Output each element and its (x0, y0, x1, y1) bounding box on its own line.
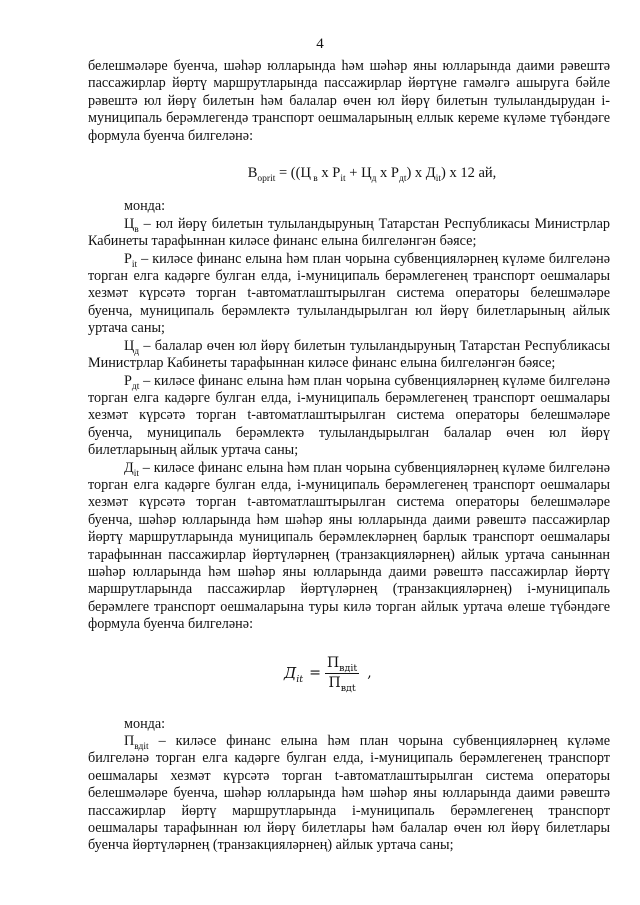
denominator-sub: вдt (340, 682, 356, 694)
page-number: 4 (316, 36, 324, 52)
formula-lhs-sub: oprit (257, 173, 276, 184)
definition-symbol: Ц (124, 337, 135, 354)
definition-symbol-sub: в (134, 224, 139, 235)
numerator-symbol: П (326, 654, 340, 671)
definition-text: – киләсе финанс елына һәм план чорына субвенцияләрнең күләме билгеләнә торган елга кадәрге булган елда, i-муниципаль берәмлегенең транспорт оешмалары хезмәт күрсәтә торган t-автоматлаштырылган система операторы белешмәләре буенча, шәһәр юлларында һәм шәһәр яны юлларында даими рәвештә пассажирлар йөртү маршрутларында муниципаль берәмлекләрнең барлык транспорт оешмалары тарафыннан пассажирлар йөртүләрнең (транзакцияләрнең) айлык уртача саныннан шәһәр юлларында һәм шәһәр яны юлларында даими рәвештә пассажирлар йөртү маршрутларында пассажирлар йөртүләрнең (транзакцияләрнең) i-муниципаль берәмлеге транспорт оешмаларына туры килә торган айлык уртача өлеше түбәндәге формула буенча билгеләнә: (88, 459, 610, 633)
definition-text: – балалар өчен юл йөрү билетын тулыландыруның Татарстан Республикасы Министрлар Кабинеты тарафыннан киләсе финанс елына билгеләнгән бәясе; (88, 337, 610, 372)
fraction-denominator (326, 674, 357, 692)
formula-sub: дt (398, 173, 407, 184)
definition-symbol-sub: д (134, 346, 140, 357)
definition-dit (88, 460, 610, 634)
share-formula-lhs (284, 663, 304, 685)
formula-part: x P (317, 165, 341, 182)
formula-sub: it (340, 173, 346, 184)
definition-tsv (88, 216, 610, 251)
definition-symbol: P (124, 250, 132, 267)
formula-part: x P (376, 165, 399, 182)
intro-paragraph: белешмәләре буенча, шәһәр юлларында һәм шәһәр яны юлларында даими рәвештә пассажирлар йөртү маршрутларында пассажирлар йөртүне гамәлгә ашыруга бәйле рәвештә юл йөрү билетын һәм балалар өчен юл йөрү билетын тулыландырудан i-муниципаль берәмлегендә транспорт оешмаларының еллык кереме күләме түбәндәге формула буенча билгеләнә: (88, 58, 610, 144)
definition-pvdit (88, 733, 610, 855)
fraction (325, 655, 359, 693)
definition-symbol: P (124, 372, 132, 389)
definition-text: – киләсе финанс елына һәм план чорына субвенцияләрнең күләме билгеләнә торган елга кадәрге булган елда, i-муниципаль берәмлегенең транспорт оешмалары хезмәт күрсәтә торган t-автоматлаштырылган система операторы белешмәләре буенча, муниципаль берәмлектә тулыландырылган юл йөрү билетларының айлык уртача саны; (88, 250, 610, 337)
definition-tsd (88, 338, 610, 373)
formula-comma: , (367, 664, 372, 681)
where-label: монда: (124, 198, 166, 215)
page-content (88, 58, 610, 855)
income-formula (88, 165, 610, 182)
numerator-sub: вдit (339, 662, 358, 674)
where-label: монда: (124, 715, 166, 732)
formula-part: ) x Д (406, 165, 436, 182)
equals-sign: = (309, 664, 321, 681)
share-formula-body (284, 646, 372, 702)
fraction-numerator (325, 655, 359, 673)
formula-sub: д (371, 173, 377, 184)
definition-text: – киләсе финанс елына һәм план чорына субвенцияләрнең күләме билгеләнә торган елга кадәрге булган елда, i-муниципаль берәмлегенең транспорт оешмалары хезмәт күрсәтә торган t-автоматлаштырылган система операторы белешмәләре буенча, шәһәр юлларында һәм шәһәр яны юлларында даими рәвештә пассажирлар йөртү маршрутларында i-муниципаль берәмлегенең транспорт оешмалары тарафыннан юл йөрү билетлары һәм балалар өчен юл йөрү билетлары буенча йөртүләрнең (транзакцияләрнең) айлык уртача саны; (88, 733, 610, 854)
definition-text: – киләсе финанс елына һәм план чорына субвенцияләрнең күләме билгеләнә торган елга кадәрге булган елда, i-муниципаль берәмлегенең транспорт оешмалары хезмәт күрсәтә торган t-автоматлаштырылган система операторы белешмәләре буенча, муниципаль берәмлектә тулыландырылган балалар өчен юл йөрү билетларының айлык уртача саны; (88, 372, 610, 459)
definition-symbol-sub: вдit (134, 741, 149, 752)
share-formula-lhs-symbol: Д (284, 663, 297, 682)
formula-part: ) x 12 ай, (440, 165, 497, 182)
definition-symbol: П (124, 733, 135, 749)
definition-symbol-sub: it (133, 468, 139, 479)
share-formula (88, 646, 610, 706)
formula-lhs: B (247, 165, 258, 182)
formula-part: + Ц (345, 165, 372, 182)
definition-pdt (88, 373, 610, 460)
definition-symbol-sub: it (131, 259, 138, 270)
definition-symbol: Ц (124, 215, 135, 232)
definition-symbol: Д (124, 459, 134, 476)
formula-sub: в (310, 173, 318, 184)
formula-part: = ((Ц (275, 165, 311, 182)
denominator-symbol: П (328, 675, 341, 692)
formula-sub: it (435, 173, 441, 184)
definition-text: – юл йөрү билетын тулыландыруның Татарстан Республикасы Министрлар Кабинеты тарафыннан киләсе финанс елына билгеләнгән бәясе; (88, 215, 610, 250)
share-formula-lhs-sub: it (296, 673, 304, 685)
definition-pit (88, 251, 610, 338)
definition-symbol-sub: дt (131, 381, 140, 392)
